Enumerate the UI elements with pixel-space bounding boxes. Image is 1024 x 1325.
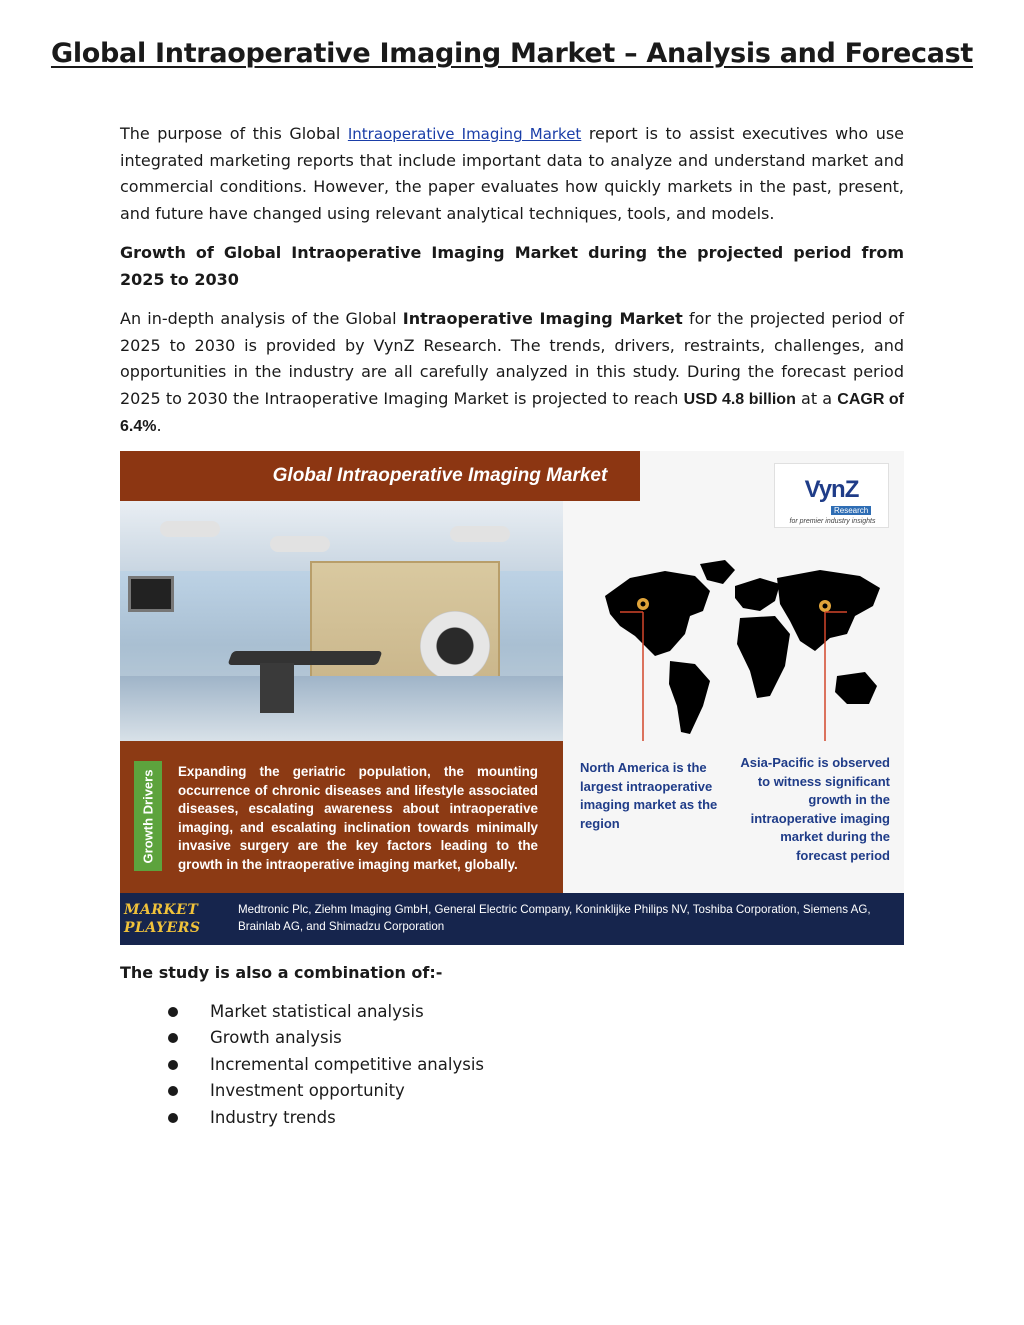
intro-paragraph <box>120 121 904 227</box>
list-item <box>168 1105 484 1131</box>
market-players-text: Medtronic Plc, Ziehm Imaging GmbH, General Electric Company, Koninklijke Philips NV, Toshiba Corporation, Siemens AG, Brainlab AG, and Shimadzu Corporation <box>238 903 871 933</box>
photo-floor <box>120 676 563 741</box>
study-heading: The study is also a combination of:- <box>120 963 443 982</box>
bullet-icon <box>168 1033 178 1043</box>
growth-heading: Growth of Global Intraoperative Imaging Market during the projected period from 2025 to 2030 <box>120 243 904 289</box>
greenland-shape <box>700 560 735 584</box>
growth-drivers-text: Expanding the geriatric population, the mounting occurrence of chronic diseases and lifestyle associated diseases, escalating awareness about intraoperative imaging, and escalating inclination towards minimally invasive surgery are the key factors leading to the growth in the intraoperative imaging market, globally. <box>178 764 538 872</box>
infographic <box>120 451 904 945</box>
south-america-shape <box>669 661 710 734</box>
list-item-text: Market statistical analysis <box>210 1002 424 1021</box>
photo-table-base <box>260 663 294 713</box>
logo-tagline: for premier industry insights <box>789 518 876 525</box>
world-map <box>585 556 885 741</box>
operating-room-photo <box>120 501 563 741</box>
analysis-cagr: CAGR of 6.4% <box>120 390 905 435</box>
bullet-icon <box>168 1060 178 1070</box>
list-item-text: Industry trends <box>210 1107 336 1127</box>
bullet-icon <box>168 1007 178 1017</box>
logo-word: VynZ <box>804 476 859 503</box>
growth-drivers-panel <box>120 741 563 893</box>
market-players-label <box>124 901 224 937</box>
list-item <box>168 1052 484 1078</box>
europe-shape <box>735 578 780 611</box>
intro-text-1: The purpose of this Global <box>120 124 348 143</box>
analysis-text-3: at a <box>795 388 838 408</box>
logo-sub: Research <box>831 506 871 515</box>
vynz-logo <box>774 463 889 528</box>
market-players-bar <box>120 893 904 945</box>
market-players-label-line1: MARKET <box>124 902 199 918</box>
north-america-shape <box>605 571 710 656</box>
photo-scanner <box>420 611 490 681</box>
infographic-banner: Global Intraoperative Imaging Market <box>120 451 640 501</box>
analysis-text-4: . <box>156 416 162 435</box>
market-players-label-line2: PLAYERS <box>124 920 201 936</box>
list-item-text: Growth analysis <box>210 1028 342 1048</box>
list-item-text: Incremental competitive analysis <box>210 1054 484 1074</box>
growth-drivers-label: Growth Drivers <box>140 769 156 863</box>
photo-surgical-table <box>227 651 382 665</box>
list-item <box>168 999 484 1025</box>
analysis-market-name: Intraoperative Imaging Market <box>402 309 683 328</box>
analysis-market-value: USD 4.8 billion <box>683 390 796 408</box>
analysis-paragraph <box>120 306 904 441</box>
photo-lamp <box>160 521 220 537</box>
bullet-icon <box>168 1086 178 1096</box>
list-item <box>168 1025 484 1051</box>
australia-shape <box>835 672 877 704</box>
bullet-icon <box>168 1113 178 1123</box>
analysis-text-1: An in-depth analysis of the Global <box>120 309 403 328</box>
page-title: Global Intraoperative Imaging Market – Analysis and Forecast <box>50 38 974 69</box>
asia-pacific-callout: Asia-Pacific is observed to witness significant growth in the intraoperative imaging market during the forecast period <box>740 755 890 863</box>
list-item-text: Investment opportunity <box>210 1081 405 1101</box>
study-list <box>168 999 484 1131</box>
africa-shape <box>737 616 790 698</box>
intro-text-2: report is to assist executives who use integrated marketing reports that include important data to analyze and understand market and commercial conditions. However, the paper evaluates how quickly markets in the past, present, and future have changed using relevant analytical techniques, tools, and models. <box>120 124 905 223</box>
growth-drivers-tab <box>134 761 162 871</box>
photo-lamp <box>270 536 330 552</box>
photo-lamp <box>450 526 510 542</box>
photo-monitor <box>128 576 174 612</box>
north-america-callout: North America is the largest intraoperative imaging market as the region <box>580 760 718 831</box>
analysis-text-2: for the projected period of 2025 to 2030 is provided by VynZ Research. The trends, drivers, restraints, challenges, and opportunities in the industry are all carefully analyzed in this study. During the forecast period 2025 to 2030 the Intraoperative Imaging Market is projected to reach <box>120 309 905 408</box>
intro-market-link[interactable]: Intraoperative Imaging Market <box>347 125 582 143</box>
list-item <box>168 1078 484 1104</box>
